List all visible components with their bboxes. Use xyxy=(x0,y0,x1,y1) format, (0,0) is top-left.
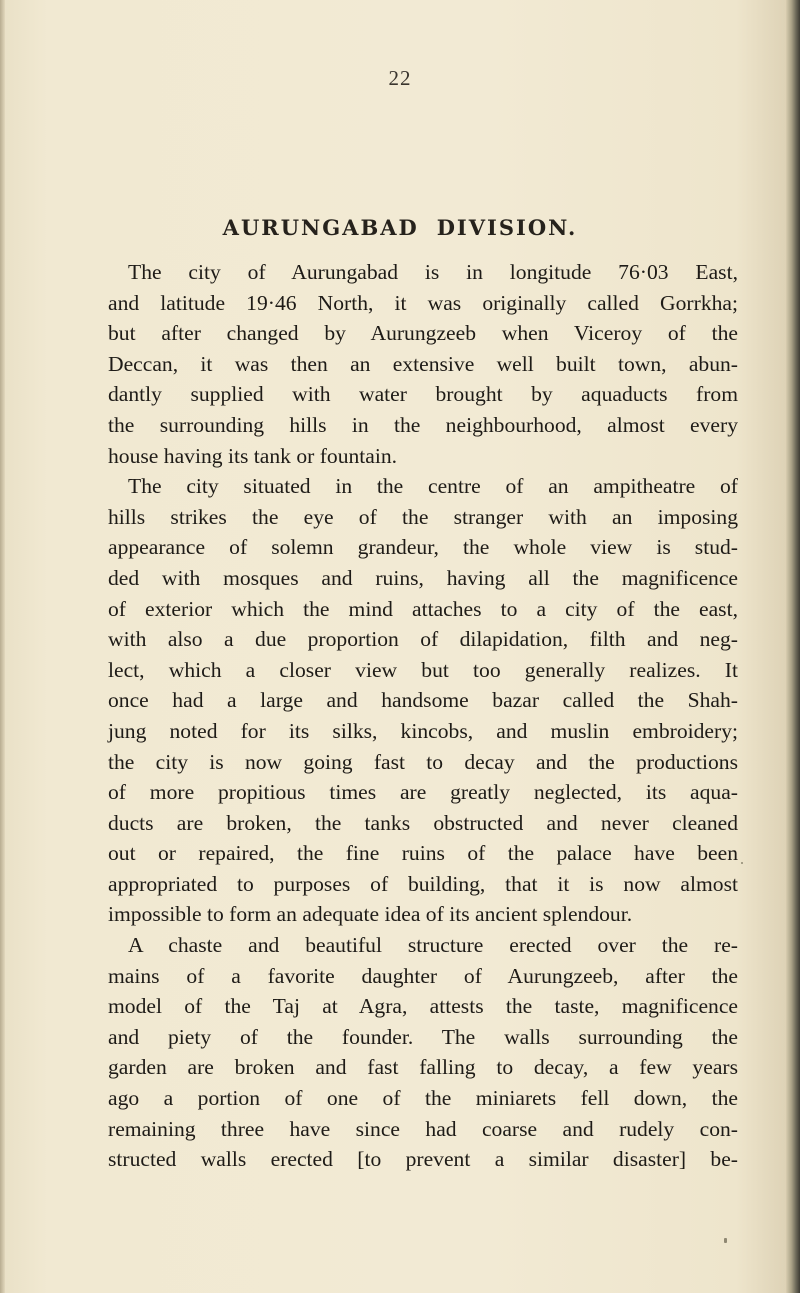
text-line: mains of a favorite daughter of Aurungzeeb, after the xyxy=(108,963,738,988)
text-line: impossible to form an adequate idea of its ancient splendour. xyxy=(108,902,633,927)
text-line: of exterior which the mind attaches to a city of the east, xyxy=(108,596,738,621)
page-left-edge xyxy=(0,0,5,1293)
text-line: remaining three have since had coarse and rudely con- xyxy=(108,1116,738,1141)
section-heading-right: DIVISION. xyxy=(436,215,578,240)
text-line: of more propitious times are greatly neglected, its aqua- xyxy=(108,780,738,805)
text-line: structed walls erected [to prevent a similar disaster] be- xyxy=(108,1147,738,1172)
text-line: lect, which a closer view but too generally realizes. It xyxy=(108,657,738,682)
text-line: with also a due proportion of dilapidation, filth and neg- xyxy=(108,627,738,652)
text-line: model of the Taj at Agra, attests the taste, magnificence xyxy=(108,994,738,1019)
text-line: ded with mosques and ruins, having all the magnificence xyxy=(108,565,738,590)
text-line: ago a portion of one of the miniarets fell down, the xyxy=(108,1086,738,1111)
text-line: the surrounding hills in the neighbourhood, almost every xyxy=(108,412,738,437)
text-line: appropriated to purposes of building, that it is now almost xyxy=(108,871,738,896)
paper-speck xyxy=(724,1238,727,1243)
section-heading-left: AURUNGABAD xyxy=(222,215,419,240)
text-line: but after changed by Aurungzeeb when Viceroy of the xyxy=(108,321,738,346)
text-line: garden are broken and fast falling to decay, a few years xyxy=(108,1055,738,1080)
text-line: The city of Aurungabad is in longitude 76·03 East, xyxy=(128,260,738,284)
text-line: hills strikes the eye of the stranger with an imposing xyxy=(108,504,738,529)
text-line: appearance of solemn grandeur, the whole view is stud- xyxy=(108,535,738,560)
text-line: the city is now going fast to decay and the productions xyxy=(108,749,738,774)
paper-speck xyxy=(741,862,743,864)
text-line: jung noted for its silks, kincobs, and muslin embroidery; xyxy=(108,718,738,743)
page-number: 22 xyxy=(388,66,412,90)
text-line: house having its tank or fountain. xyxy=(108,443,398,468)
text-line: Deccan, it was then an extensive well built town, abun- xyxy=(108,351,738,376)
text-line: ducts are broken, the tanks obstructed and never cleaned xyxy=(108,810,738,835)
text-line: A chaste and beautiful structure erected over the re- xyxy=(128,933,738,958)
text-line: once had a large and handsome bazar called the Shah- xyxy=(108,688,738,713)
text-line: and latitude 19·46 North, it was originally called Gorrkha; xyxy=(108,290,738,315)
body-text xyxy=(108,257,738,1175)
section-heading xyxy=(0,215,800,240)
page-right-edge-shadow xyxy=(786,0,800,1293)
text-line: and piety of the founder. The walls surrounding the xyxy=(108,1024,738,1049)
text-line: dantly supplied with water brought by aquaducts from xyxy=(108,382,738,407)
text-line: out or repaired, the fine ruins of the palace have been xyxy=(108,841,738,866)
text-line: The city situated in the centre of an ampitheatre of xyxy=(128,474,738,499)
